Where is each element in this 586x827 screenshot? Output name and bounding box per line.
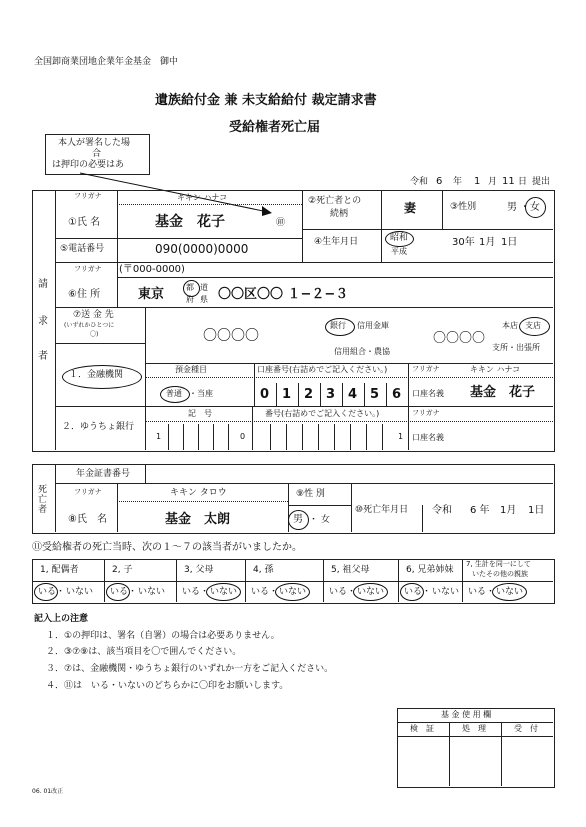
recipient: 全国卸商業団地企業年金基金 御中 (34, 57, 179, 67)
phone-number: 090(0000)0000 (155, 242, 249, 256)
deceased-furigana: キキン タロウ (170, 488, 227, 498)
claimant-furigana: キキン ハナコ (177, 193, 228, 202)
death-month: 1月 (500, 505, 517, 516)
survivor-inai: いない (66, 587, 94, 597)
survivor-header: 3, 父母 (184, 565, 214, 575)
form-subtitle: 受給権者死亡届 (229, 120, 321, 135)
survivor-header: 5, 祖父母 (331, 565, 370, 575)
birth-day: 1日 (501, 237, 518, 248)
survivor-selection-circle (400, 583, 424, 601)
date-day: 11 (502, 176, 515, 187)
survivor-header: 4, 孫 (253, 565, 274, 575)
death-day: 1日 (528, 505, 545, 516)
deceased-name: 基金 太朗 (165, 512, 231, 527)
office-use-box (397, 708, 555, 788)
account-digit: 1 (282, 387, 292, 402)
account-digit: 2 (304, 387, 314, 402)
date-month: 1 (474, 176, 481, 187)
relation-value: 妻 (404, 201, 417, 215)
date-era: 令和 (410, 177, 429, 187)
date-year: 6 (436, 176, 443, 187)
death-year: 6 年 (470, 505, 490, 516)
birth-month: 1月 (479, 237, 496, 248)
seal-mark: ㊞ (276, 218, 286, 228)
survivor-header: 6, 兄弟姉妹 (406, 565, 454, 575)
bank-name: 〇〇〇〇 (203, 328, 259, 344)
account-digit: 0 (260, 387, 270, 402)
prefecture: 東京 (138, 287, 165, 302)
survivor-inai: いない (210, 587, 238, 597)
postal-code: (〒000-0000) (119, 264, 185, 275)
survivor-header: 7, 生計を同一にして (466, 560, 531, 568)
claimant-name: 基金 花子 (155, 214, 225, 230)
survivor-iru: いる (404, 587, 423, 597)
survivors-question: ⑪受給権者の死亡当時、次の１～７の該当者がいましたか。 (32, 542, 302, 553)
form-title: 遺族給付金 兼 未支給給付 裁定請求書 (155, 93, 377, 108)
survivor-inai: いない (357, 587, 385, 597)
survivor-selection-circle (492, 583, 527, 601)
account-holder: 基金 花子 (470, 385, 536, 400)
survivor-header: 1, 配偶者 (40, 565, 79, 575)
account-digit: 6 (392, 387, 402, 402)
birth-year: 30年 (452, 237, 475, 248)
survivor-iru: いる (38, 587, 57, 597)
callout-box: 本人が署名した場 合 は押印の必要はあ (45, 134, 150, 175)
version: 06. 01改正 (32, 788, 64, 795)
survivor-inai: いない (279, 587, 307, 597)
survivor-inai: いない (432, 587, 460, 597)
notes-title: 記入上の注意 (34, 614, 89, 624)
account-digit: 4 (348, 387, 358, 402)
holder-furigana: キキン ハナコ (470, 365, 521, 374)
survivor-iru: いる (468, 587, 487, 597)
survivor-selection-circle (106, 583, 130, 601)
survivor-iru: いる (182, 587, 201, 597)
survivor-iru: いる (110, 587, 129, 597)
branch-name: 〇〇〇〇 (433, 331, 486, 346)
option-yucho: ２．ゆうちょ銀行 (62, 422, 135, 432)
survivor-inai: いない (138, 587, 166, 597)
sex-female: 女 (530, 202, 540, 213)
sex-male: 男 (507, 202, 517, 213)
survivor-selection-circle (34, 583, 58, 601)
survivor-inai: いない (496, 587, 524, 597)
deceased-sex-male: 男 (293, 514, 303, 525)
account-digit: 3 (326, 387, 336, 402)
survivor-selection-circle (275, 583, 310, 601)
account-digit: 5 (370, 387, 380, 402)
option-financial-institution: １．金融機関 (69, 370, 124, 380)
survivor-iru: いる (329, 587, 348, 597)
survivor-selection-circle (206, 583, 241, 601)
address-detail: 〇〇区〇〇 １−２−３ (218, 287, 349, 302)
survivor-selection-circle (353, 583, 388, 601)
survivor-iru: いる (251, 587, 270, 597)
survivor-header: 2, 子 (112, 565, 133, 575)
